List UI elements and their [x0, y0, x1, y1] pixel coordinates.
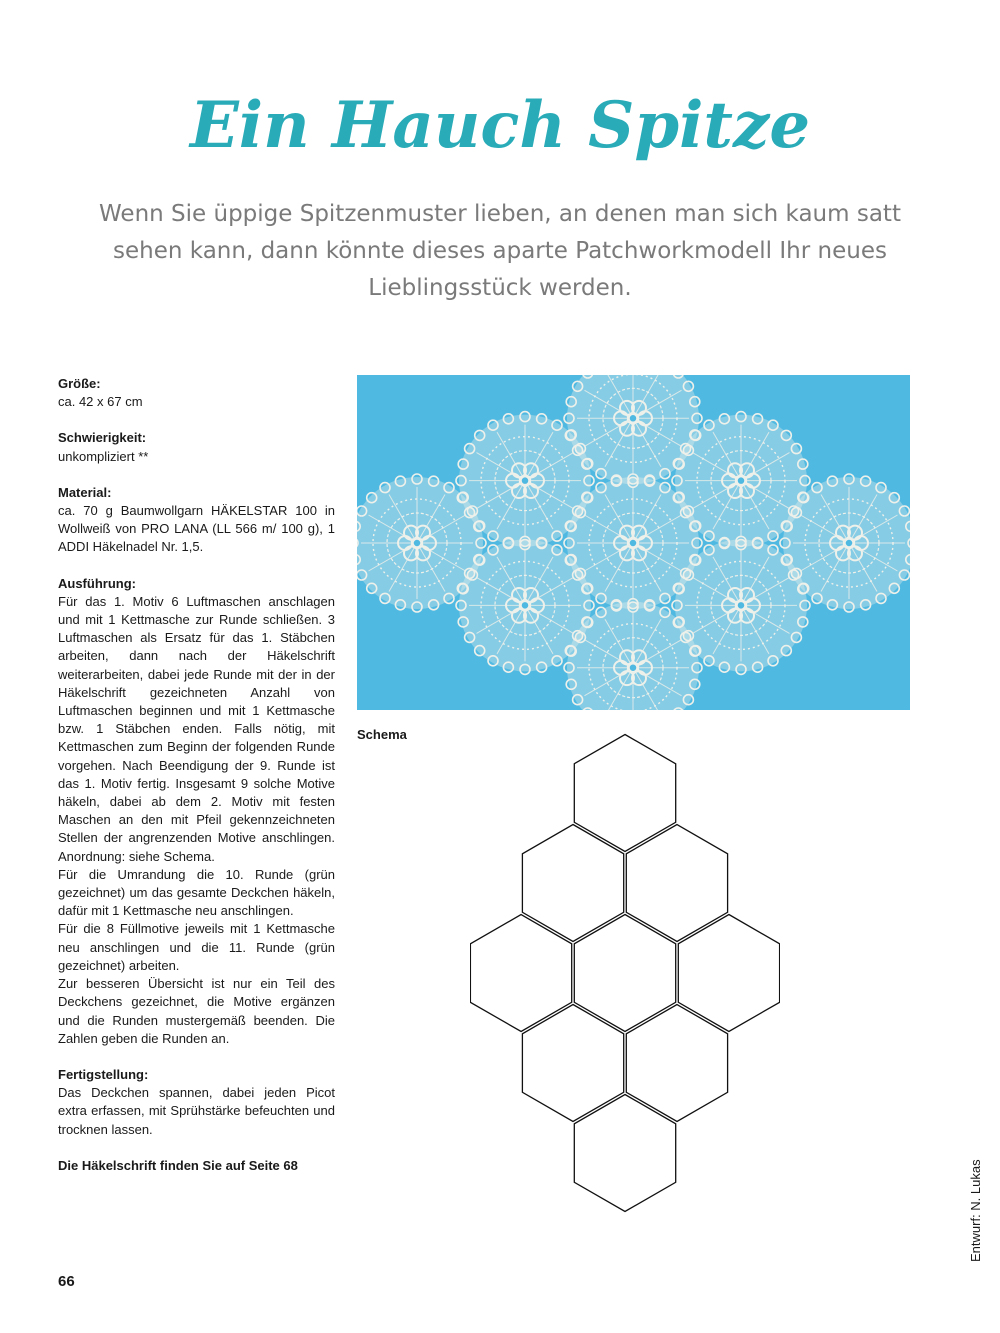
page-title: Ein Hauch Spitze: [189, 88, 811, 163]
section-text: ca. 70 g Baumwollgarn HÄKELSTAR 100 in Wollweiß von PRO LANA (LL 566 m/ 100 g), 1 ADDI Häkelnadel Nr. 1,5.: [58, 503, 335, 555]
execution-paragraph: Zur besseren Übersicht ist nur ein Teil des Deckchens gezeichnet, die Motive ergänzen und die Runden mustergemäß beenden. Die Zahlen geben die Runden an.: [58, 976, 335, 1046]
section-heading: Größe:: [58, 376, 101, 391]
section-heading: Material:: [58, 484, 112, 500]
flower-center: [629, 539, 637, 547]
section-text: unkompliziert **: [58, 448, 149, 464]
lace-motifs: [357, 375, 910, 710]
lace-doily-illustration: [357, 375, 910, 710]
section-text: Das Deckchen spannen, dabei jeden Picot extra erfassen, mit Sprühstärke befeuchten und trocknen lassen.: [58, 1085, 335, 1137]
lace-motif: [780, 474, 910, 612]
flower-center: [845, 539, 853, 547]
flower-center: [413, 539, 421, 547]
section-size: [58, 375, 335, 411]
section-finishing: [58, 1066, 335, 1139]
lace-motif: [357, 474, 486, 612]
section-material: [58, 484, 335, 557]
section-heading: Schwierigkeit:: [58, 430, 147, 446]
hexagon-schema: [470, 725, 780, 1255]
flower-center: [737, 477, 745, 485]
section-heading: Ausführung:: [58, 575, 136, 591]
execution-paragraph: Für die Umrandung die 10. Runde (grün gezeichnet) um das gesamte Deckchen häkeln, dafür mit 1 Kettmasche neu anschlingen.: [58, 866, 335, 919]
section-text: [58, 593, 335, 1048]
flower-center: [629, 664, 637, 672]
section-difficulty: [58, 429, 335, 465]
flower-center: [629, 414, 637, 422]
execution-paragraph: Für das 1. Motiv 6 Luftmaschen anschlagen und mit 1 Kettmasche zur Runde schließen. 3 Luftmaschen als Ersatz für das 1. Stäbchen arbeiten, dann nach der Häkelschrift weiterarbeiten, dabei jede Runde mit der in der Häkelschrift gezeichneten Anzahl von Luftmaschen beginnen und mit 1 Kettmasche bzw. 1 Stäbchen enden. Falls nötig, mit Kettmaschen zum Beginn der folgenden Runde vorgehen. Nach Beendigung der 9. Runde ist das 1. Motiv fertig. Insgesamt 9 solche Motive häkeln, dabei ab dem 2. Motiv mit festen Maschen an den mit Pfeil gekennzeichneten Stellen der angrenzenden Motive anschlingen. Anordnung: siehe Schema.: [58, 593, 335, 864]
intro-text: Wenn Sie üppige Spitzenmuster lieben, an denen man sich kaum satt sehen kann, dann könnte dieses aparte Patchworkmodell Ihr neues Lieblingsstück werden.: [99, 201, 901, 301]
section-heading: Fertigstellung:: [58, 1066, 149, 1082]
schema-label: Schema: [357, 727, 407, 742]
section-text: ca. 42 x 67 cm: [58, 394, 143, 410]
credit-text: Entwurf: N. Lukas: [968, 1159, 983, 1262]
page-number: 66: [58, 1273, 75, 1290]
doily-photo: [357, 375, 910, 710]
execution-paragraph: Für die 8 Füllmotive jeweils mit 1 Kettmasche neu anschlingen und die 11. Runde (grün gezeichnet) arbeiten.: [58, 921, 335, 973]
flower-center: [521, 601, 529, 609]
instructions-column: [58, 375, 335, 1175]
flower-center: [737, 601, 745, 609]
section-execution: [58, 575, 335, 1048]
chart-reference-note: Die Häkelschrift finden Sie auf Seite 68: [58, 1157, 298, 1173]
flower-center: [521, 477, 529, 485]
